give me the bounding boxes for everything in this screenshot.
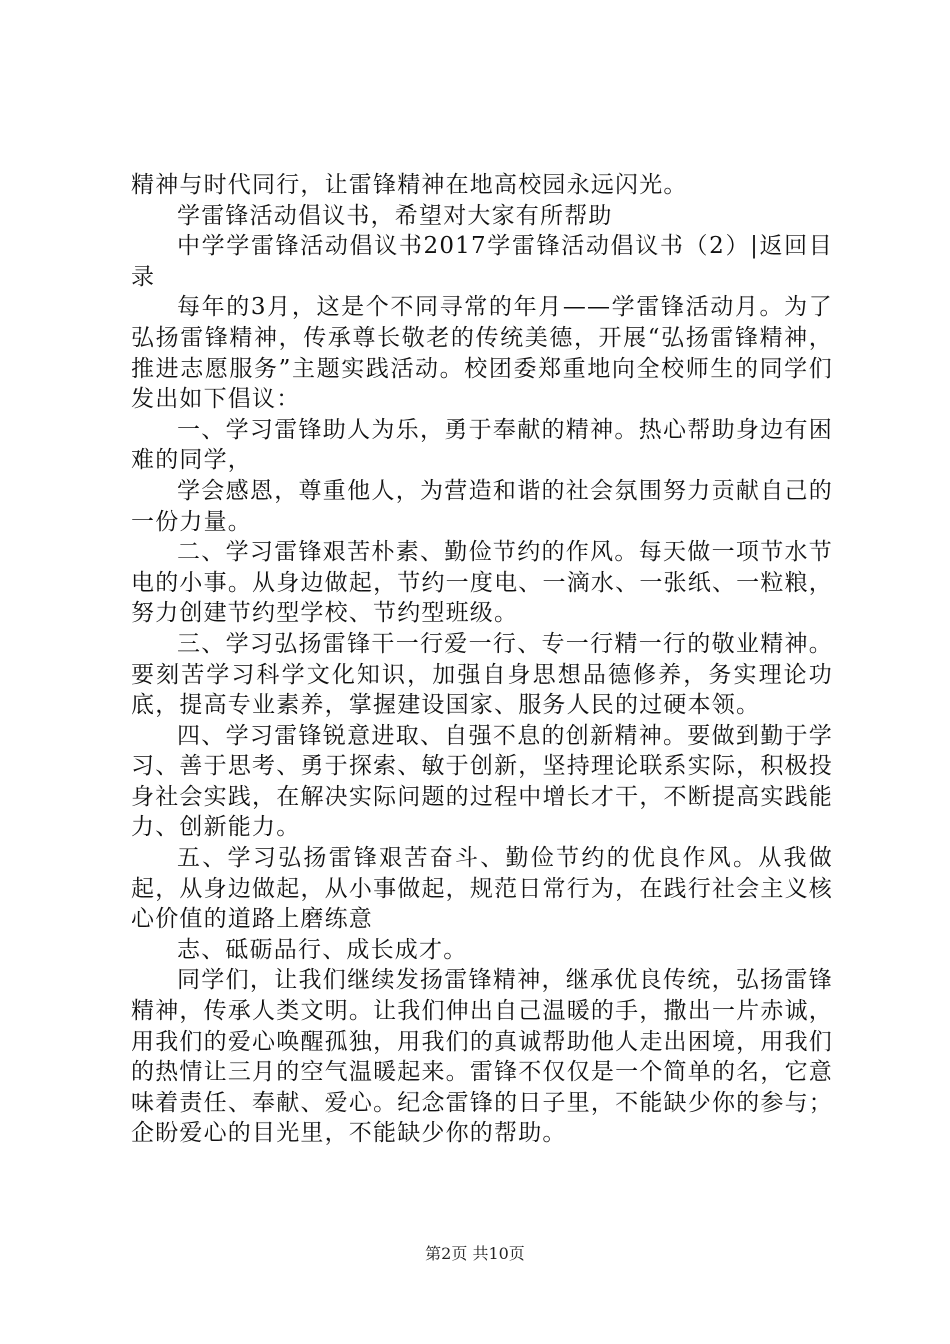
paragraph-9: 四、学习雷锋锐意进取、自强不息的创新精神。要做到勤于学习、善于思考、勇于探索、敏于创新，坚持理论联系实际，积极投身社会实践，在解决实际问题的过程中增长才干，不断提高实践能力、创新能力。 [131,722,833,841]
paragraph-11: 志、砥砺品行、成长成才。 [177,936,468,963]
paragraph-3: 中学学雷锋活动倡议书2017学雷锋活动倡议书（2）|返回目录 [131,233,833,290]
paragraph-4: 每年的3月，这是个不同寻常的年月——学雷锋活动月。为了弘扬雷锋精神，传承尊长敬老的传统美德，开展“弘扬雷锋精神，推进志愿服务”主题实践活动。校团委郑重地向全校师生的同学们发出如下倡议： [131,294,833,413]
paragraph-7: 二、学习雷锋艰苦朴素、勤俭节约的作风。每天做一项节水节电的小事。从身边做起，节约一度电、一滴水、一张纸、一粒粮，努力创建节约型学校、节约型班级。 [131,539,833,627]
paragraph-8: 三、学习弘扬雷锋干一行爱一行、专一行精一行的敬业精神。要刻苦学习科学文化知识，加强自身思想品德修养，务实理论功底，提高专业素养，掌握建设国家、服务人民的过硬本领。 [131,630,833,719]
document-body [131,170,833,1149]
paragraph-6: 学会感恩，尊重他人，为营造和谐的社会氛围努力贡献自己的一份力量。 [131,477,833,535]
page-number-label: 第2页 共10页 [425,1244,525,1263]
paragraph-5: 一、学习雷锋助人为乐，勇于奉献的精神。热心帮助身边有困难的同学， [131,416,833,474]
paragraph-10: 五、学习弘扬雷锋艰苦奋斗、勤俭节约的优良作风。从我做起，从身边做起，从小事做起，规范日常行为，在践行社会主义核心价值的道路上磨练意 [131,845,833,933]
page-footer [0,1244,950,1264]
paragraph-1: 精神与时代同行，让雷锋精神在地高校园永远闪光。 [131,172,688,198]
paragraph-2: 学雷锋活动倡议书，希望对大家有所帮助 [177,202,613,229]
paragraph-12: 同学们，让我们继续发扬雷锋精神，继承优良传统，弘扬雷锋精神，传承人类文明。让我们伸出自己温暖的手，撒出一片赤诚，用我们的爱心唤醒孤独，用我们的真诚帮助他人走出困境，用我们的热情让三月的空气温暖起来。雷锋不仅仅是一个简单的名，它意味着责任、奉献、爱心。纪念雷锋的日子里，不能缺少你的参与；企盼爱心的目光里，不能缺少你的帮助。 [131,967,833,1147]
